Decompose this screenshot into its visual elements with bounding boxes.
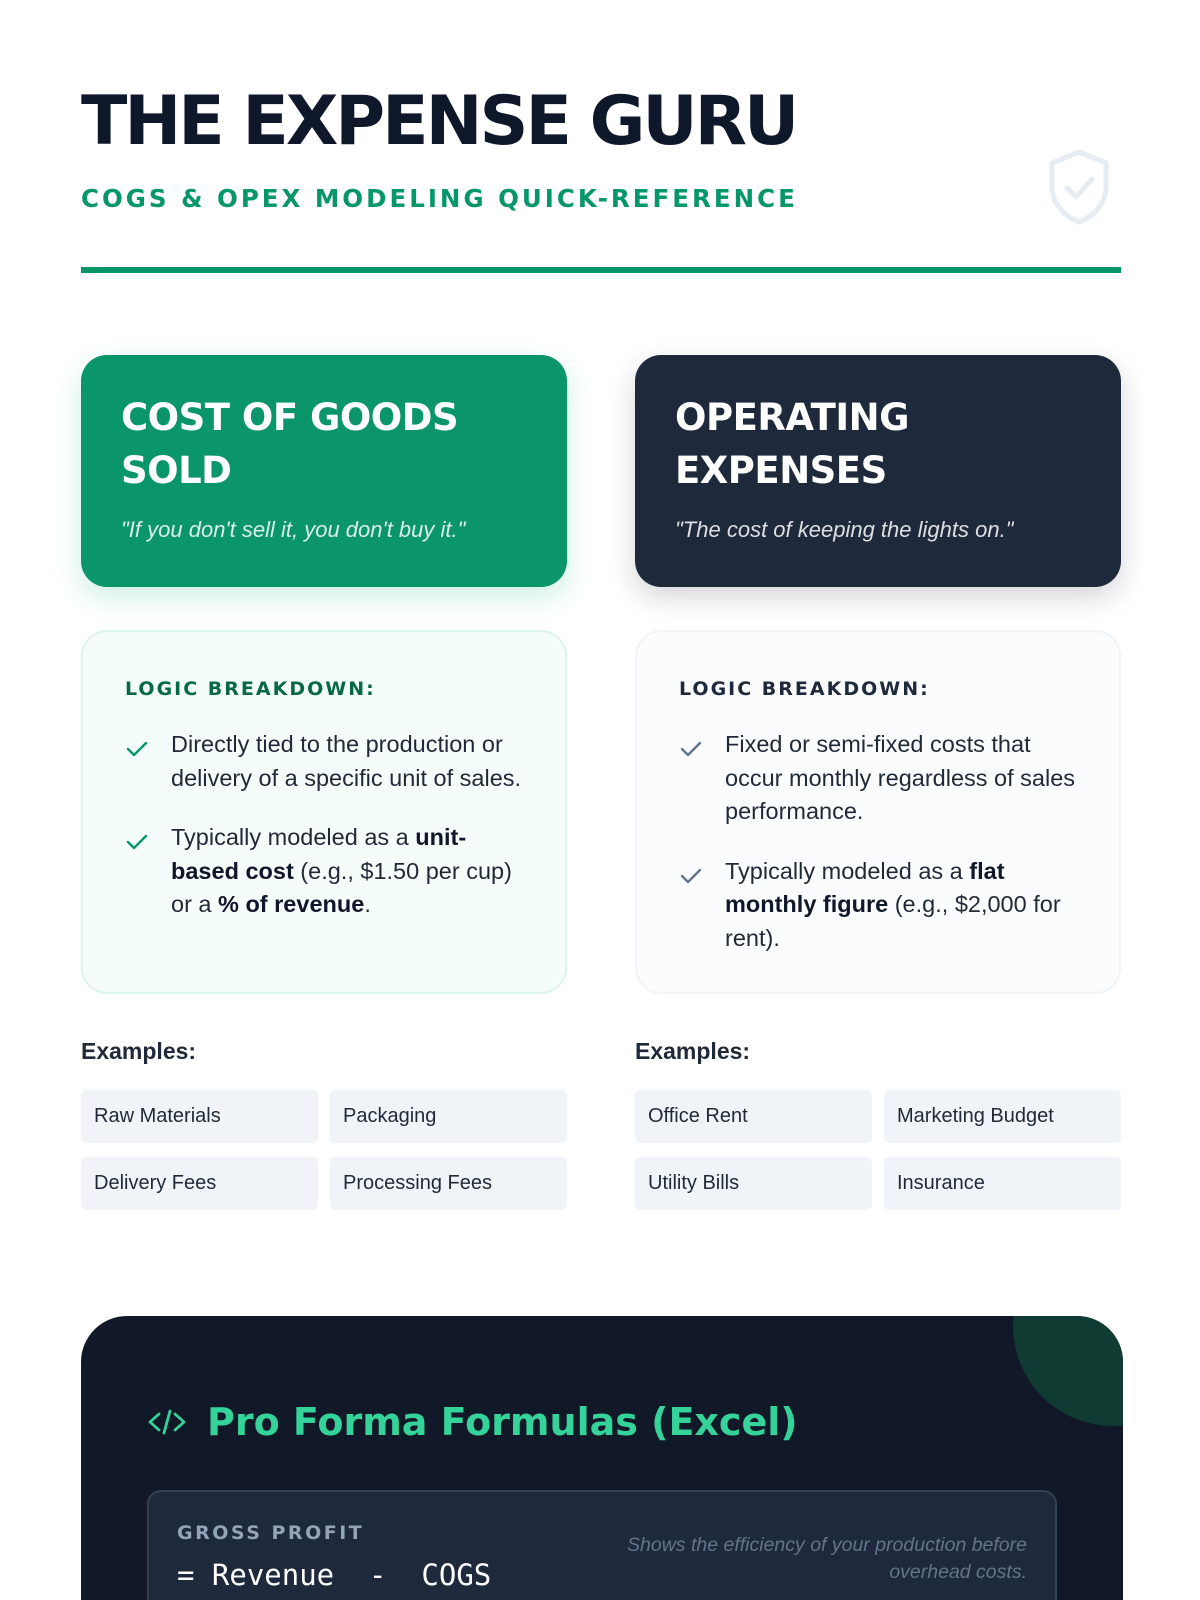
cogs-examples [81, 1090, 567, 1210]
page-title: THE EXPENSE GURU [81, 82, 797, 161]
checkmark-icon [125, 728, 171, 769]
header-divider [81, 267, 1121, 273]
opex-hero-card [635, 355, 1121, 587]
cogs-hero-card [81, 355, 567, 587]
checkmark-icon [679, 728, 725, 769]
opex-examples-label: Examples: [635, 1038, 751, 1064]
list-item-text: Directly tied to the production or delivery of a specific unit of sales. [171, 731, 522, 791]
formula-card [147, 1490, 1057, 1600]
formulas-title: Pro Forma Formulas (Excel) [207, 1400, 798, 1444]
example-chip: Utility Bills [635, 1157, 872, 1210]
cogs-logic-heading: LOGIC BREAKDOWN: [125, 678, 376, 700]
list-item-text: Typically modeled as a flat monthly figure (e.g., $2,000 for rent). [725, 857, 1061, 951]
example-chip: Delivery Fees [81, 1157, 318, 1210]
list-item [125, 728, 523, 795]
list-item-text: Fixed or semi-fixed costs that occur monthly regardless of sales performance. [725, 731, 1076, 824]
checkmark-icon [125, 821, 171, 862]
example-chip: Insurance [884, 1157, 1121, 1210]
formula-note: Shows the efficiency of your production before overhead costs. [627, 1534, 1027, 1583]
code-icon [147, 1406, 187, 1438]
formula-expression: = Revenue - COGS [177, 1558, 492, 1592]
page-header [81, 80, 1121, 213]
list-item [125, 821, 523, 922]
list-item [679, 855, 1077, 956]
cogs-examples-label: Examples: [81, 1038, 197, 1064]
opex-title: OPERATING EXPENSES [675, 396, 909, 492]
list-item-text: Typically modeled as a unit-based cost (e.g., $1.50 per cup) or a % of revenue. [171, 824, 512, 917]
cogs-title: COST OF GOODS SOLD [121, 396, 459, 492]
example-chip: Packaging [330, 1090, 567, 1143]
example-chip: Raw Materials [81, 1090, 318, 1143]
example-chip: Office Rent [635, 1090, 872, 1143]
formulas-panel [81, 1316, 1123, 1600]
opex-logic-list [679, 728, 1077, 955]
opex-logic-heading: LOGIC BREAKDOWN: [679, 678, 930, 700]
example-chip: Processing Fees [330, 1157, 567, 1210]
checkmark-icon [679, 855, 725, 896]
list-item [679, 728, 1077, 829]
cogs-logic-list [125, 728, 523, 922]
opex-examples [635, 1090, 1121, 1210]
page-subtitle: COGS & OPEX MODELING QUICK-REFERENCE [81, 184, 798, 213]
opex-quote: "The cost of keeping the lights on." [675, 517, 1014, 542]
example-chip: Marketing Budget [884, 1090, 1121, 1143]
formula-label: GROSS PROFIT [177, 1522, 365, 1544]
shield-check-icon [1046, 148, 1112, 226]
cogs-quote: "If you don't sell it, you don't buy it." [121, 517, 466, 542]
decorative-circle [1013, 1316, 1123, 1426]
cogs-logic-card [81, 630, 567, 994]
formulas-header [147, 1400, 798, 1444]
opex-logic-card [635, 630, 1121, 994]
